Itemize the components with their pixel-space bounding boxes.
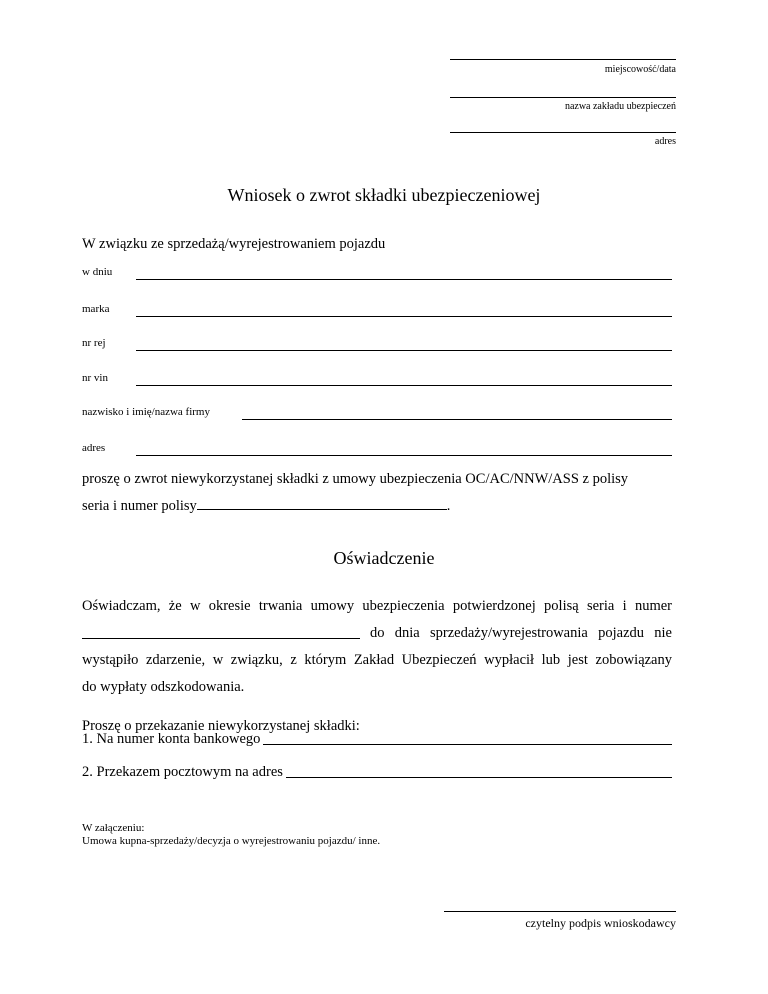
declaration-line-2-text: do dnia sprzedaży/wyrejestrowania pojazdu nie	[370, 625, 672, 641]
insurer-name-caption: nazwa zakładu ubezpieczeń	[564, 101, 676, 112]
signature-caption: czytelny podpis wnioskodawcy	[525, 916, 676, 930]
place-date-caption: miejscowość/data	[604, 64, 676, 75]
insurer-address-caption: adres	[654, 136, 676, 147]
field-label-vin: nr vin	[82, 372, 108, 384]
policy-number-line[interactable]	[197, 508, 447, 510]
signature-line[interactable]	[444, 911, 676, 912]
insurer-name-line[interactable]	[450, 97, 676, 98]
field-line-address[interactable]	[136, 455, 672, 456]
request-period: .	[446, 498, 451, 514]
declaration-policy-line[interactable]	[82, 637, 360, 639]
request-line-2	[82, 498, 450, 515]
bank-account-line[interactable]	[263, 744, 672, 745]
insurer-address-line[interactable]	[450, 132, 676, 133]
field-line-name[interactable]	[242, 419, 672, 420]
postal-address-label: 2. Przekazem pocztowym na adres	[82, 764, 283, 780]
field-line-registration[interactable]	[136, 350, 672, 351]
postal-address-line[interactable]	[286, 777, 672, 778]
declaration-line-4: do wypłaty odszkodowania.	[82, 679, 245, 695]
bank-account-label: 1. Na numer konta bankowego	[82, 731, 261, 747]
declaration-line-1: Oświadczam, że w okresie trwania umowy ubezpieczenia potwierdzonej polisą seria i numer	[82, 598, 672, 614]
place-date-line[interactable]	[450, 59, 676, 60]
field-line-date[interactable]	[136, 279, 672, 280]
transfer-option-postal	[82, 764, 672, 781]
field-label-name: nazwisko i imię/nazwa firmy	[82, 406, 210, 418]
declaration-heading: Oświadczenie	[333, 548, 435, 568]
attachments-label: W załączeniu:	[82, 822, 145, 834]
intro-text: W związku ze sprzedażą/wyrejestrowaniem pojazdu	[82, 236, 386, 252]
document-title: Wniosek o zwrot składki ubezpieczeniowej	[227, 185, 541, 205]
transfer-option-bank	[82, 731, 672, 748]
attachments-text: Umowa kupna-sprzedaży/decyzja o wyrejestrowaniu pojazdu/ inne.	[82, 835, 381, 847]
field-label-address: adres	[82, 442, 106, 454]
field-label-registration: nr rej	[82, 337, 106, 349]
policy-number-label: seria i numer polisy	[82, 498, 197, 514]
transfer-heading: Proszę o przekazanie niewykorzystanej składki:	[82, 718, 360, 734]
request-line-1: proszę o zwrot niewykorzystanej składki z umowy ubezpieczenia OC/AC/NNW/ASS z polisy	[82, 471, 629, 487]
declaration-line-3: wystąpiło zdarzenie, w związku, z którym Zakład Ubezpieczeń wypłacił lub jest zobowiązany	[82, 652, 672, 668]
field-label-date: w dniu	[82, 266, 113, 278]
field-label-make: marka	[82, 303, 110, 315]
field-line-vin[interactable]	[136, 385, 672, 386]
declaration-line-2	[82, 625, 672, 642]
field-line-make[interactable]	[136, 316, 672, 317]
